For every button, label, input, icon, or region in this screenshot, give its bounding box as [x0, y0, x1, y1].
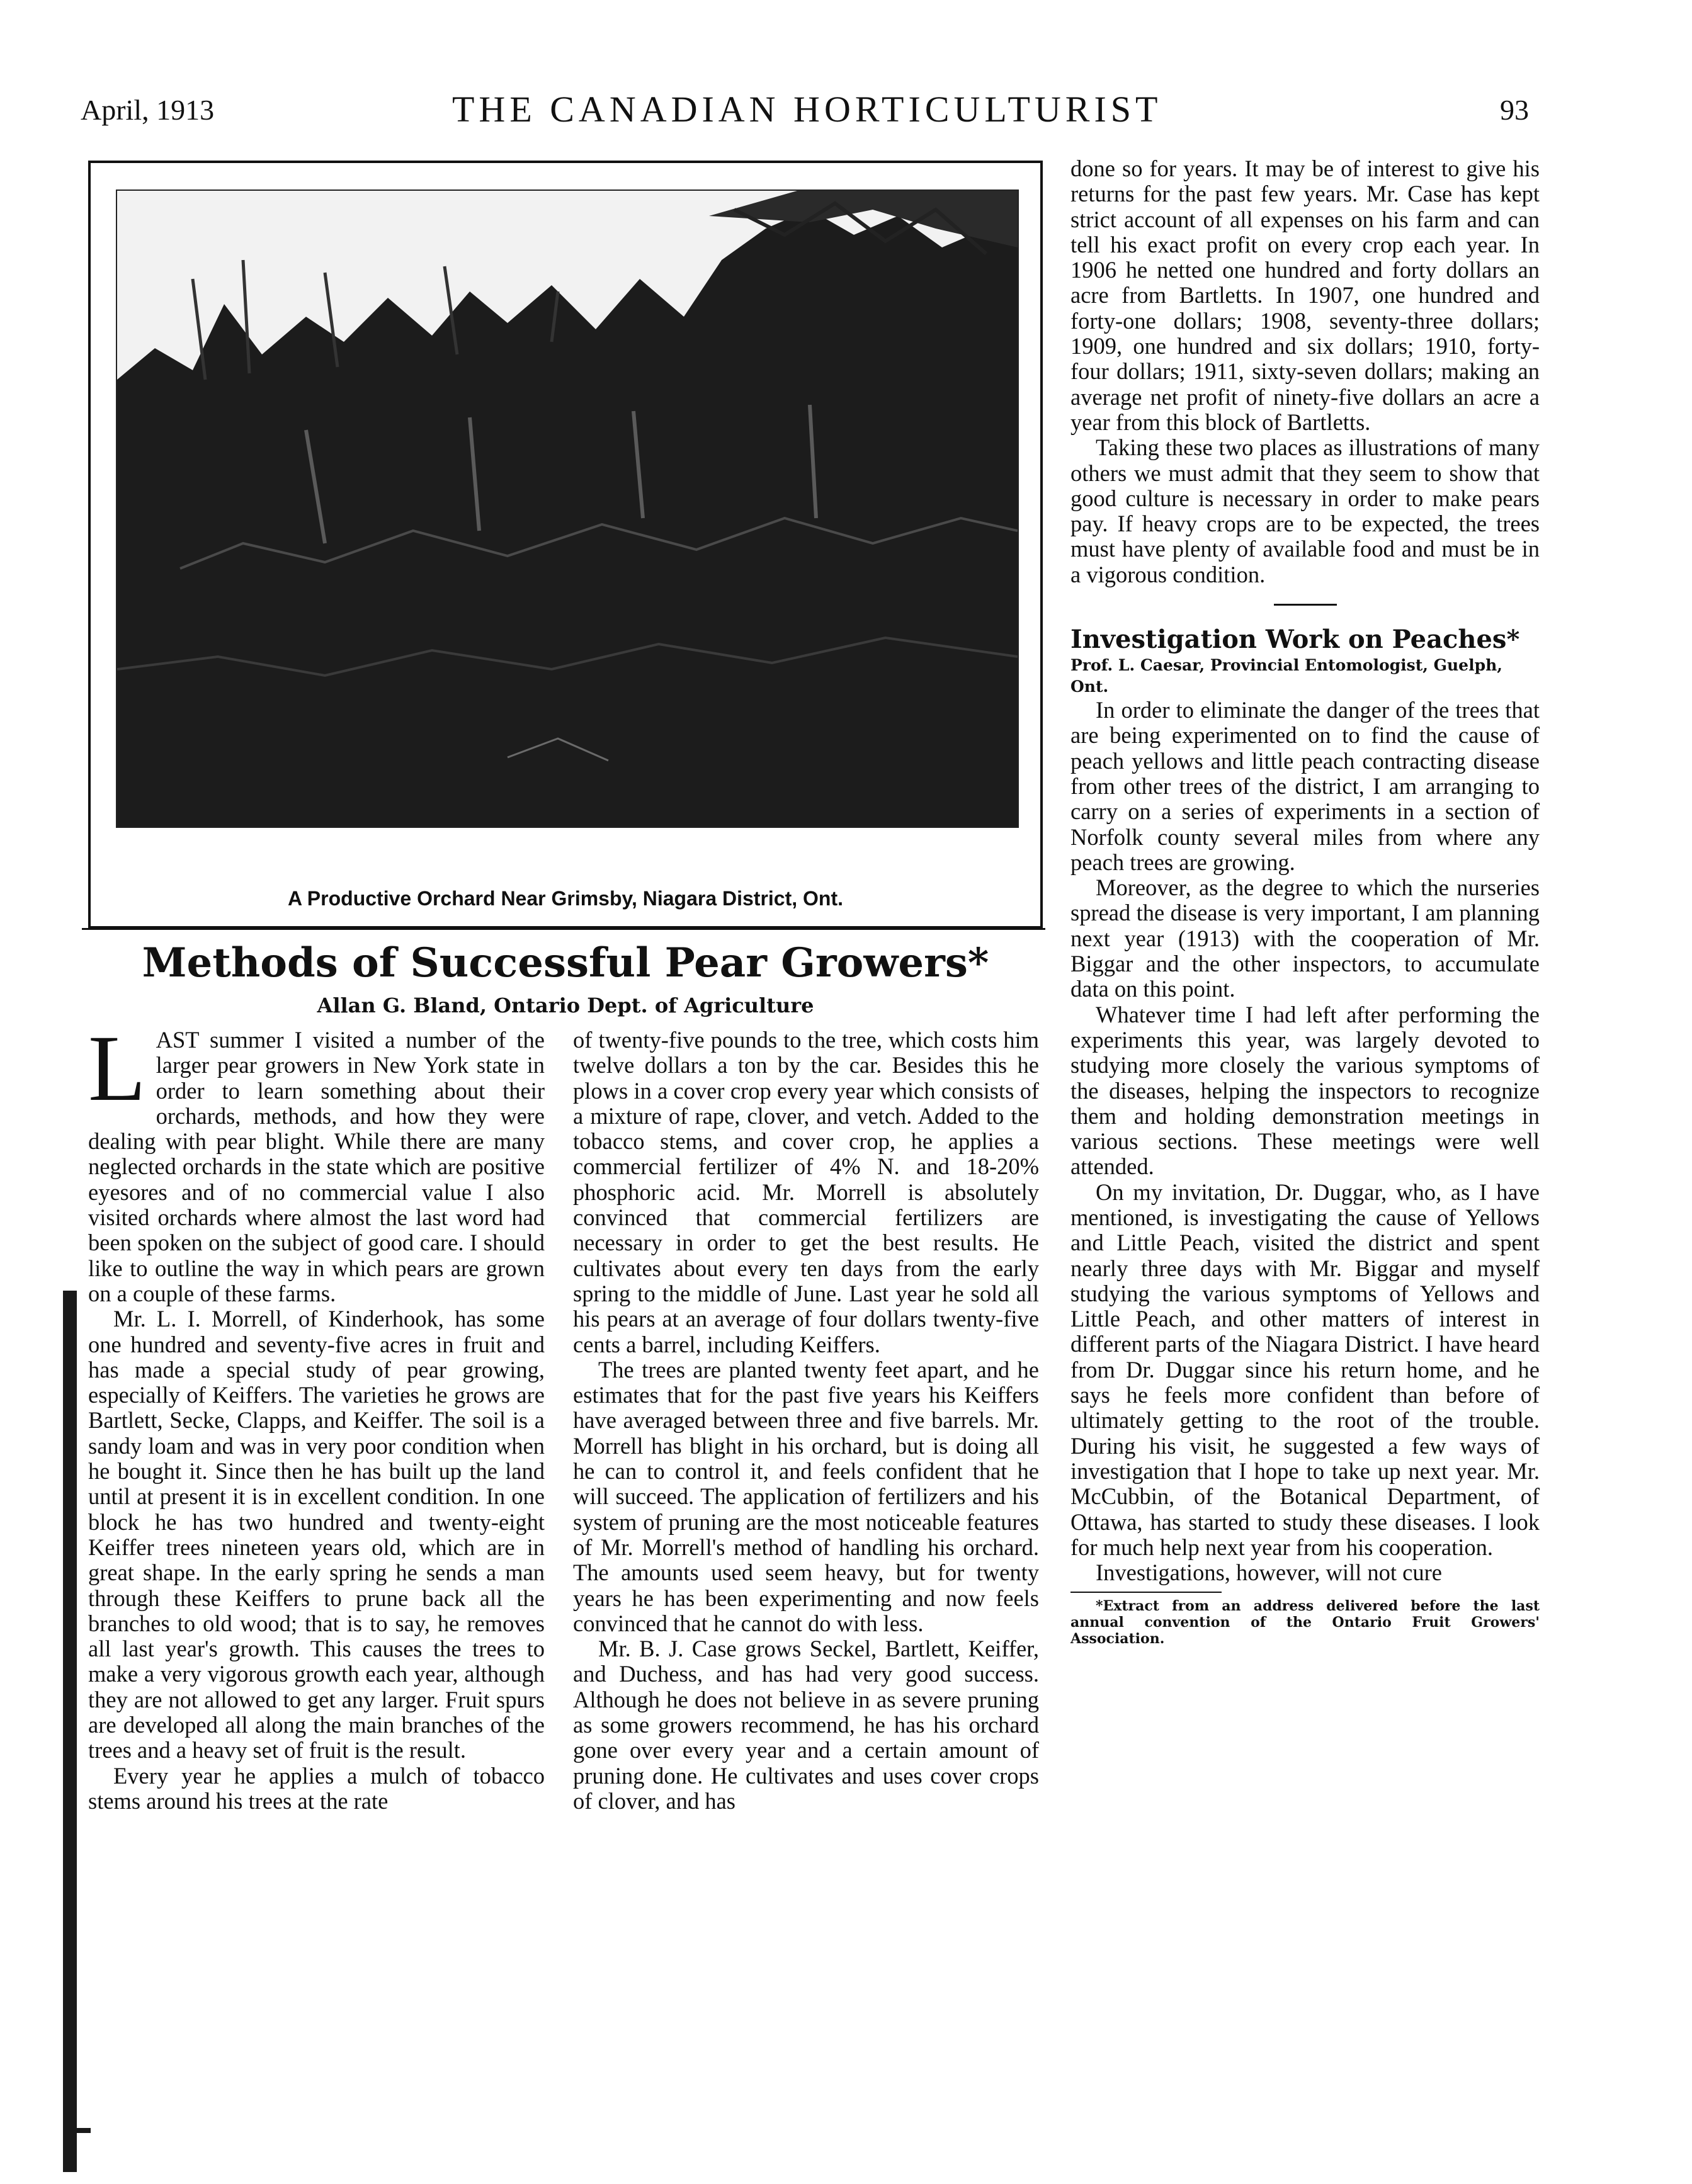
section-rule	[82, 928, 1045, 930]
article-column-2	[573, 1027, 1039, 1814]
paragraph	[88, 1016, 545, 1306]
photo-caption: A Productive Orchard Near Grimsby, Niagara District, Ont.	[287, 887, 844, 910]
paragraph: Investigations, however, will not cure	[1096, 1559, 1442, 1586]
paragraph: Whatever time I had left after performing the experiments this year, was largely devoted to studying more closely the various symptoms of the diseases, helping the inspectors to recognize them and holding demonstration meetings in various sections. These meetings were well attended.	[1070, 1001, 1540, 1180]
article-column-1	[88, 1016, 545, 1814]
orchard-photo	[116, 190, 1019, 828]
scan-edge-mark	[65, 2128, 91, 2133]
paragraph: On my invitation, Dr. Duggar, who, as I have mentioned, is investigating the cause of Yellows and Little Peach, visited the district and spent nearly three days with Mr. Biggar and myself studying the various symptoms of Yellows and Little Peach, and other matters of interest in different parts of the Niagara District. I have heard from Dr. Duggar since his return home, and he says he feels more confident than before of ultimately getting to the root of the trouble. During his visit, he suggested a few ways of investigation that I hope to take up next year. Mr. McCubbin, of the Botanical Department, of Ottawa, has started to study these diseases. I look for much help next year from his cooperation.	[1070, 1179, 1540, 1560]
scan-edge-shadow	[63, 1291, 77, 2172]
article-byline: Allan G. Bland, Ontario Dept. of Agriculture	[317, 993, 814, 1017]
paragraph: Mr. L. I. Morrell, of Kinderhook, has some one hundred and seventy-five acres in fruit and has made a special study of pear growing, especially of Keiffers. The varieties he grows are Bartlett, Secke, Clapps, and Keiffer. The soil is a sandy loam and was in very poor condition when he bought it. Since then he has built up the land until at present it is in excellent condition. In one block he has two hundred and twenty-eight Keiffer trees nineteen years old, which are in great shape. In the early spring he sends a man through these Keiffers to prune back all the branches to old wood; that is to say, he removes all last year's growth. This causes the trees to make a very vigorous growth each year, although they are not allowed to get any larger. Fruit spurs are developed all along the main branches of the trees and a heavy set of fruit is the result.	[88, 1306, 545, 1763]
magazine-title: THE CANADIAN HORTICULTURIST	[452, 89, 1162, 130]
paragraph: Mr. B. J. Case grows Seckel, Bartlett, Keiffer, and Duchess, and has had very good success. Although he does not believe in as severe pruning as some growers recommend, he has his orchard gone over every year and a certain amount of pruning done. He cultivates and uses cover crops of clover, and has	[573, 1636, 1039, 1814]
paragraph: The trees are planted twenty feet apart, and he estimates that for the past five years his Keiffers have averaged between three and five barrels. Mr. Morrell has blight in his orchard, but is doing all he can to control it, and feels confident that he will succeed. The application of fertilizers and his system of pruning are the most noticeable features of Mr. Morrell's method of handling his orchard. The amounts used seem heavy, but for twenty years he has been experimenting and now feels convinced that he cannot do with less.	[573, 1356, 1039, 1636]
paragraph: Every year he applies a mulch of tobacco stems around his trees at the rate	[88, 1762, 545, 1814]
article-column-3	[1070, 156, 1540, 1647]
issue-date: April, 1913	[81, 94, 215, 126]
photo-frame	[88, 161, 1043, 929]
paragraph: done so for years. It may be of interest to give his returns for the past few years. Mr. Case has kept strict account of all expenses on his farm and can tell his exact profit on every crop each year. In 1906 he netted one hundred and forty dollars an acre from Bartletts. In 1907, one hundred and forty-one dollars; 1908, seventy-three dollars; 1909, one hundred and six dollars; 1910, forty-four dollars; 1911, sixty-seven dollars; making an average net profit of ninety-five dollars an acre a year from this block of Bartletts.	[1070, 156, 1540, 435]
page-number: 93	[1500, 94, 1529, 126]
footnote-rule	[1070, 1592, 1222, 1593]
paragraph: of twenty-five pounds to the tree, which costs him twelve dollars a ton by the car. Besides this he plows in a cover crop every year which consists of a mixture of rape, clover, and vetch. Added to the tobacco stems, and cover crop, he applies a commercial fertilizer of 4% N. and 18-20% phosphoric acid. Mr. Morrell is absolutely convinced that commercial fertilizers are necessary in order to get the best results. He cultivates about every ten days from the early spring to the middle of June. Last year he sold all his pears at an average of four dollars twenty-five cents a barrel, including Keiffers.	[573, 1027, 1039, 1357]
paragraph: Taking these two places as illustrations of many others we must admit that they seem to show that good culture is necessary in order to make pears pay. If heavy crops are to be expected, the trees must have plenty of available food and must be in a vigorous condition.	[1070, 434, 1540, 587]
page-header	[81, 88, 1529, 139]
drop-cap: L	[88, 1016, 146, 1121]
article-title: Methods of Successful Pear Growers*	[142, 939, 989, 987]
second-article-byline: Prof. L. Caesar, Provincial Entomologist, Guelph, Ont.	[1070, 656, 1502, 696]
footnote: *Extract from an address delivered before the last annual convention of the Ontario Fruit Growers' Association.	[1070, 1598, 1540, 1648]
paragraph: In order to eliminate the danger of the trees that are being experimented on to find the cause of peach yellows and little peach contracting disease from other trees of the district, I am arranging to carry on a series of experiments in a section of Norfolk county several miles from where any peach trees are growing.	[1070, 697, 1540, 875]
orchard-photo-image	[117, 191, 1018, 827]
paragraph: Moreover, as the degree to which the nurseries spread the disease is very important, I am planning next year (1913) with the cooperation of Mr. Biggar and the other inspectors, to accumulate data on this point.	[1070, 874, 1540, 1002]
article-separator	[1274, 604, 1337, 606]
paragraph-text: AST summer I visited a number of the larger pear growers in New York state in order to learn something about their orchards, methods, and how they were dealing with pear blight. While there are many neglected orchards in the state which are positive eyesores and of no commercial value I also visited orchards where almost the last word had been spoken on the subject of good care. I should like to outline the way in which pears are grown on a couple of these farms.	[88, 1027, 545, 1306]
second-article-title: Investigation Work on Peaches*	[1070, 625, 1520, 655]
